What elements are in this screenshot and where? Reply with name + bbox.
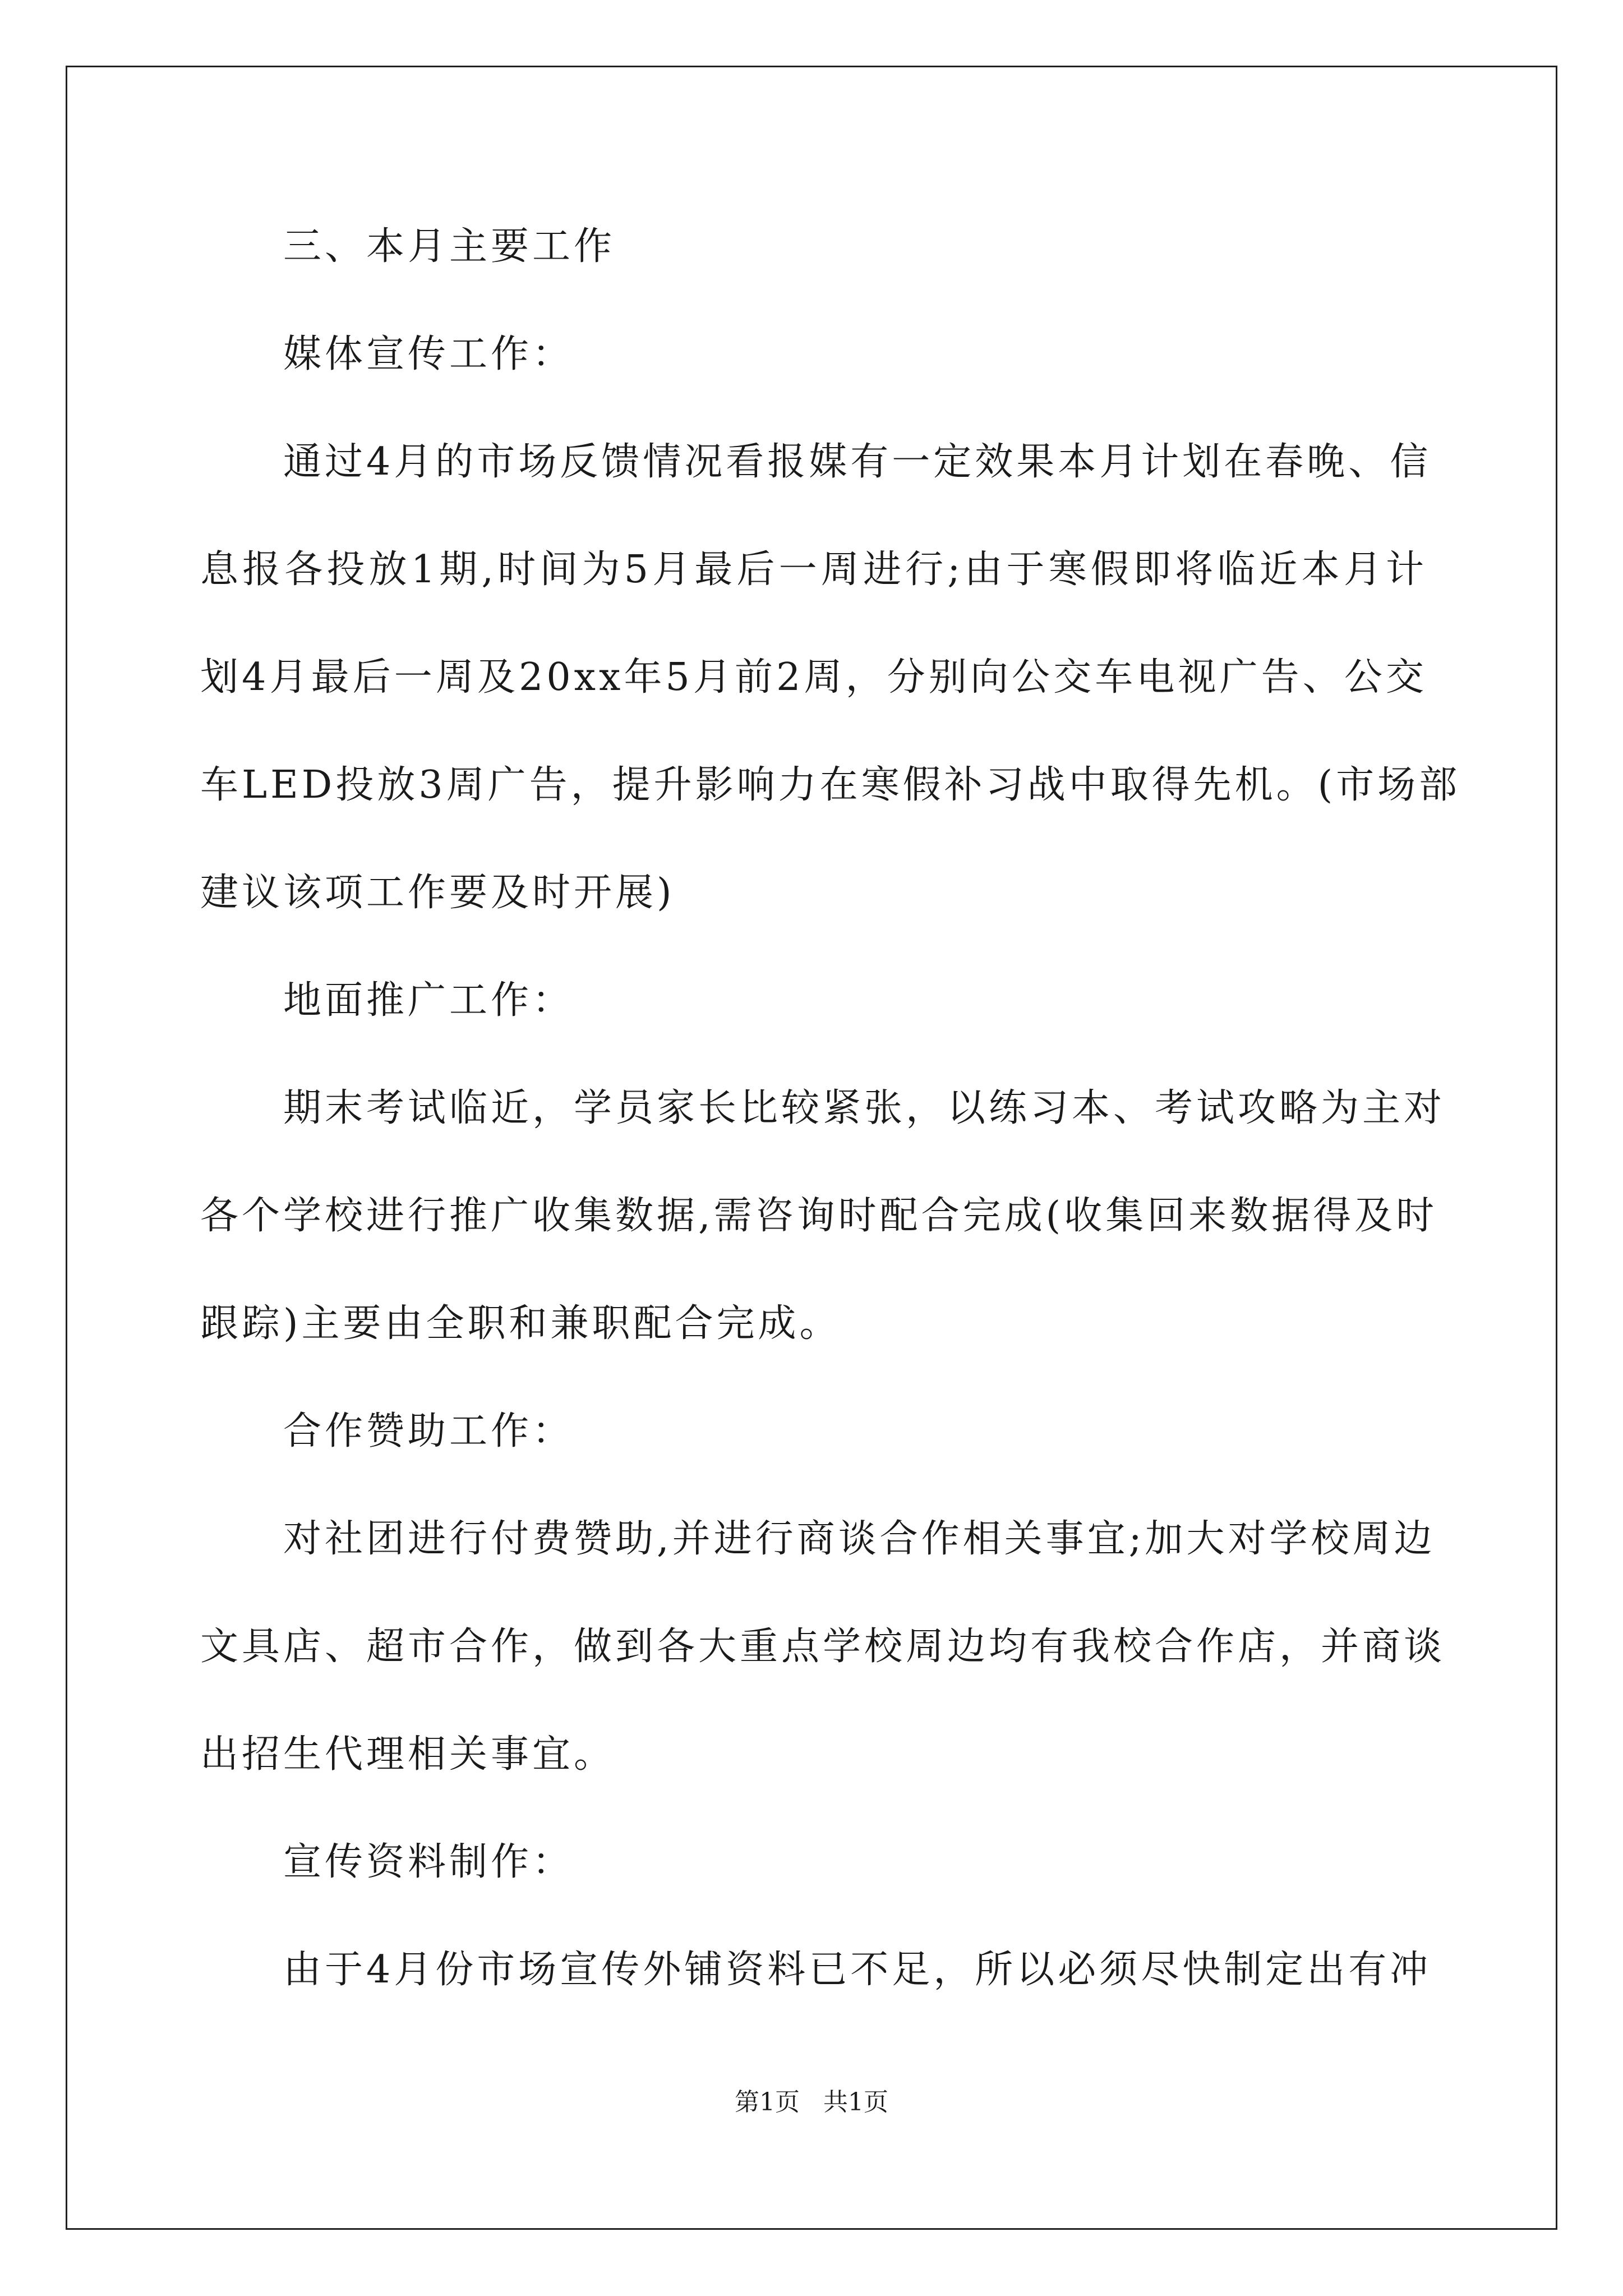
paragraph-line: 跟踪)主要由全职和兼职配合完成。 xyxy=(200,1301,841,1346)
page-footer xyxy=(0,2086,1623,2119)
paragraph-line: 由于4月份市场宣传外铺资料已不足，所以必须尽快制定出有冲 xyxy=(283,1948,1432,1992)
section-title-sponsorship: 合作赞助工作： xyxy=(283,1409,574,1453)
paragraph-line: 出招生代理相关事宜。 xyxy=(200,1732,616,1777)
page-total: 共1页 xyxy=(823,2088,888,2116)
paragraph-line: 通过4月的市场反馈情况看报媒有一定效果本月计划在春晚、信 xyxy=(283,440,1432,484)
paragraph-line: 划4月最后一周及20xx年5月前2周，分别向公交车电视广告、公交 xyxy=(200,655,1427,700)
paragraph-line: 建议该项工作要及时开展) xyxy=(200,871,675,915)
paragraph-line: 文具店、超市合作，做到各大重点学校周边均有我校合作店，并商谈 xyxy=(200,1625,1446,1669)
section-title-ground: 地面推广工作： xyxy=(283,978,574,1023)
page-number: 第1页 xyxy=(735,2088,800,2116)
paragraph-line: 各个学校进行推广收集数据,需咨询时配合完成(收集回来数据得及时 xyxy=(200,1194,1438,1238)
paragraph-line: 期末考试临近，学员家长比较紧张，以练习本、考试攻略为主对 xyxy=(283,1086,1446,1130)
paragraph-line: 息报各投放1期,时间为5月最后一周进行;由于寒假即将临近本月计 xyxy=(200,547,1427,592)
paragraph-line: 车LED投放3周广告，提升影响力在寒假补习战中取得先机。(市场部 xyxy=(200,763,1461,807)
section-heading: 三、本月主要工作 xyxy=(283,224,616,269)
section-title-media: 媒体宣传工作： xyxy=(283,332,574,376)
section-title-materials: 宣传资料制作： xyxy=(283,1840,574,1884)
paragraph-line: 对社团进行付费赞助,并进行商谈合作相关事宜;加大对学校周边 xyxy=(283,1517,1436,1561)
page-border xyxy=(66,66,1557,2230)
